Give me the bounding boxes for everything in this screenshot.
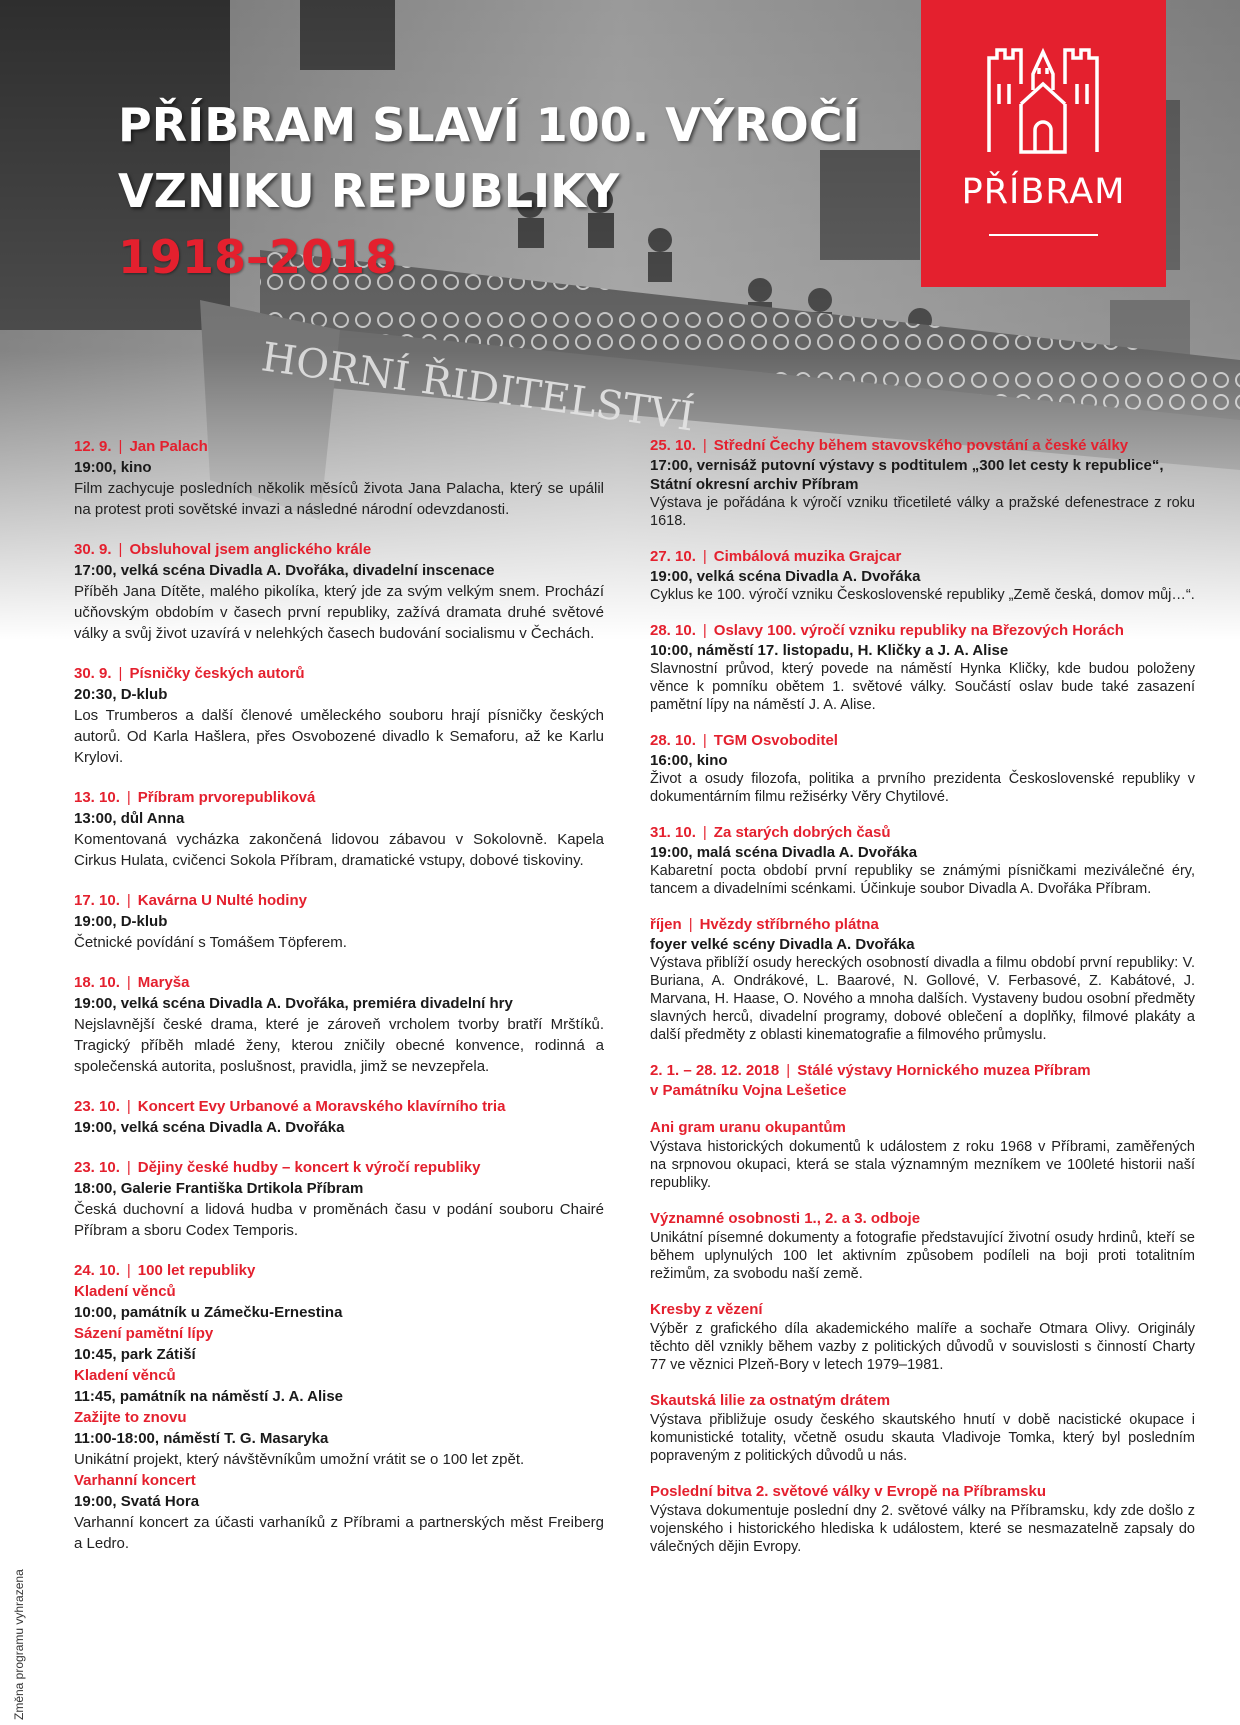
exhibition-title: Poslední bitva 2. světové války v Evropě na Příbramsku: [650, 1483, 1047, 1500]
title-years: 1918–2018: [118, 230, 398, 284]
event-title-2: v Památníku Vojna Lešetice: [650, 1082, 847, 1099]
event-item: [650, 823, 1195, 898]
event-separator: |: [126, 1098, 131, 1115]
event-title: TGM Osvoboditel: [713, 732, 838, 749]
exhibition-item: [650, 1209, 1195, 1283]
exhibition-title: Ani gram uranu okupantům: [650, 1119, 846, 1136]
event-separator: |: [126, 1262, 131, 1279]
event-time-place: 11:45, památník na náměstí J. A. Alise: [74, 1388, 344, 1405]
event-description: Komentovaná vycházka zakončená lidovou zábavou v Sokolovně. Kapela Cirkus Hulata, cvičenci Sokola Příbram, dramatické vstupy, dobové tiskoviny.: [74, 831, 604, 869]
sub-event-title: Zažijte to znovu: [74, 1409, 187, 1426]
exhibition-description: Výstava přibližuje osudy českého skautského hnutí v době nacistické okupace i komunistické totality, včetně osudu skauta Vladivoje Tomka, který byl posledním popraveným z politických důvodů u nás.: [650, 1412, 1195, 1464]
event-header: [74, 539, 604, 560]
event-date: 23. 10.: [74, 1159, 120, 1176]
event-title: Hvězdy stříbrného plátna: [699, 916, 879, 933]
event-description: Příběh Jana Dítěte, malého pikolíka, který jde za svým velkým snem. Prochází učňovským obdobím v časech první republiky, zažívá dramata druhé světové války a svůj život uzavírá v nelehkých časech budování socialismu v Čechách.: [74, 583, 604, 642]
event-title: Střední Čechy během stavovského povstání a české války: [713, 437, 1129, 454]
title-line-2: VZNIKU REPUBLIKY: [118, 164, 620, 218]
event-item: [74, 972, 604, 1077]
republic-day-block: [74, 1260, 604, 1554]
event-separator: |: [126, 789, 131, 806]
side-note: Změna programu vyhrazena: [12, 1569, 26, 1720]
event-description: Slavnostní průvod, který povede na náměstí Hynka Kličky, kde budou položeny věnce k pomníku obětem 1. světové války. Součástí oslav bude také zasazení pamětní lípy na náměstí J. A. Alise.: [650, 661, 1195, 713]
event-description: Cyklus ke 100. výročí vzniku Československé republiky „Země česká, domov můj…“.: [650, 587, 1195, 603]
event-date: 30. 9.: [74, 665, 112, 682]
event-item: [74, 539, 604, 644]
event-date: 27. 10.: [650, 548, 696, 565]
event-time-place: foyer velké scény Divadla A. Dvořáka: [650, 936, 915, 953]
event-time-place: 17:00, vernisáž putovní výstavy s podtitulem „300 let cesty k republice“, Státní okresní archiv Příbram: [650, 457, 1164, 493]
pribram-logo: [921, 0, 1166, 287]
event-header: [74, 787, 604, 808]
event-item: [650, 547, 1195, 604]
event-date: 13. 10.: [74, 789, 120, 806]
event-item: [74, 1157, 604, 1241]
event-title: Dějiny české hudby – koncert k výročí republiky: [137, 1159, 481, 1176]
event-header: [650, 436, 1195, 456]
event-header: [650, 731, 1195, 751]
event-header: [74, 890, 604, 911]
exhibition-title: Skautská lilie za ostnatým drátem: [650, 1392, 891, 1409]
right-column: [650, 436, 1195, 1573]
event-time-place: 19:00, velká scéna Divadla A. Dvořáka: [74, 1119, 345, 1136]
event-description: Život a osudy filozofa, politika a prvního prezidenta Československé republiky v dokumentárním filmu režisérky Věry Chytilové.: [650, 771, 1195, 805]
event-description: Kabaretní pocta období první republiky se známými písničkami meziválečné éry, tancem a divadelními scénkami. Účinkuje soubor Divadla A. Dvořáka Příbram.: [650, 863, 1195, 897]
event-date: 25. 10.: [650, 437, 696, 454]
event-item: [74, 787, 604, 871]
exhibition-description: Výstava historických dokumentů k událostem z roku 1968 v Příbrami, zaměřených na srpnovou okupaci, která se stala významným mezníkem ve 100leté historii naší republiky.: [650, 1139, 1195, 1191]
event-title: Kavárna U Nulté hodiny: [137, 892, 307, 909]
event-date: 24. 10.: [74, 1262, 120, 1279]
event-time-place: 18:00, Galerie Františka Drtikola Příbram: [74, 1180, 364, 1197]
event-description: Česká duchovní a lidová hudba v proměnách času v podání souboru Chairé Příbram a sboru Codex Temporis.: [74, 1201, 604, 1239]
event-separator: |: [118, 541, 123, 558]
exhibition-title: Kresby z vězení: [650, 1301, 763, 1318]
castle-church-icon: [983, 44, 1103, 156]
event-separator: |: [118, 665, 123, 682]
sub-event-title: Sázení pamětní lípy: [74, 1325, 214, 1342]
event-title: Za starých dobrých časů: [713, 824, 891, 841]
event-description: Nejslavnější české drama, které je zároveň vrcholem tvorby bratří Mrštíků. Tragický příběh mladé ženy, kterou zničily obecné konvence, rodinná a společenská autorita, poslušnost, pravidla, jimž se nevzepřela.: [74, 1016, 604, 1075]
event-description: Varhanní koncert za účasti varhaníků z Příbrami a partnerských měst Freiberg a Ledro.: [74, 1514, 604, 1552]
sub-event-title: Varhanní koncert: [74, 1472, 196, 1489]
event-date: říjen: [650, 916, 682, 933]
event-separator: |: [688, 916, 693, 933]
event-item: [74, 890, 604, 953]
event-item: [74, 1096, 604, 1138]
logo-text: PŘÍBRAM: [961, 172, 1126, 212]
event-description: Los Trumberos a další členové uměleckého souboru hrají písničky českých autorů. Od Karla Hašlera, přes Osvobozené divadlo k Semaforu, až ke Karlu Krylovi.: [74, 707, 604, 766]
event-title: Koncert Evy Urbanové a Moravského klavírního tria: [137, 1098, 506, 1115]
event-header: [74, 1157, 604, 1178]
event-time-place: 20:30, D-klub: [74, 686, 168, 703]
event-header: [74, 972, 604, 993]
event-header: [74, 1096, 604, 1117]
event-date: 30. 9.: [74, 541, 112, 558]
event-separator: |: [126, 892, 131, 909]
event-title: Jan Palach: [129, 438, 208, 455]
exhibition-item: [650, 1391, 1195, 1465]
event-title: Obsluhoval jsem anglického krále: [129, 541, 372, 558]
event-item: [650, 915, 1195, 1044]
event-separator: |: [126, 1159, 131, 1176]
event-time-place: 17:00, velká scéna Divadla A. Dvořáka, divadelní inscenace: [74, 562, 495, 579]
event-date: 31. 10.: [650, 824, 696, 841]
title-line-1: PŘÍBRAM SLAVÍ 100. VÝROČÍ: [118, 98, 860, 152]
event-title: 100 let republiky: [137, 1262, 256, 1279]
event-title: Oslavy 100. výročí vzniku republiky na Březových Horách: [713, 622, 1124, 639]
sub-event-title: Kladení věnců: [74, 1283, 176, 1300]
event-title: Cimbálová muzika Grajcar: [713, 548, 902, 565]
exhibition-description: Výstava dokumentuje poslední dny 2. světové války na Příbramsku, kdy zde došlo z vojenského i historického hlediska k událostem, které se nesmazatelně zapsaly do válečných dějin Evropy.: [650, 1503, 1195, 1555]
event-separator: |: [702, 622, 707, 639]
event-separator: |: [118, 438, 123, 455]
event-title: Písničky českých autorů: [129, 665, 305, 682]
event-separator: |: [702, 437, 707, 454]
event-time-place: 11:00-18:00, náměstí T. G. Masaryka: [74, 1430, 329, 1447]
event-time-place: 19:00, velká scéna Divadla A. Dvořáka: [650, 568, 921, 585]
event-title: Stálé výstavy Hornického muzea Příbram: [797, 1062, 1091, 1079]
event-separator: |: [786, 1062, 791, 1079]
event-time-place: 19:00, D-klub: [74, 913, 168, 930]
event-header: [74, 1260, 604, 1281]
event-time-place: 19:00, Svatá Hora: [74, 1493, 200, 1510]
event-description: Výstava je pořádána k výročí vzniku třicetileté války a pražské defenestrace z roku 1618.: [650, 495, 1195, 529]
event-time-place: 19:00, velká scéna Divadla A. Dvořáka, premiéra divadelní hry: [74, 995, 513, 1012]
event-date: 2. 1. – 28. 12. 2018: [650, 1062, 780, 1079]
event-time-place: 10:00, náměstí 17. listopadu, H. Kličky a J. A. Alise: [650, 642, 1009, 659]
event-separator: |: [702, 732, 707, 749]
event-item: [74, 436, 604, 520]
event-separator: |: [702, 548, 707, 565]
sub-event-title: Kladení věnců: [74, 1367, 176, 1384]
event-separator: |: [702, 824, 707, 841]
event-date: 23. 10.: [74, 1098, 120, 1115]
event-date: 28. 10.: [650, 622, 696, 639]
event-title: Příbram prvorepubliková: [137, 789, 316, 806]
event-header: [650, 915, 1195, 935]
event-header: [650, 823, 1195, 843]
event-header: [650, 621, 1195, 641]
event-item: [650, 731, 1195, 806]
exhibition-item: [650, 1300, 1195, 1374]
event-header: [74, 663, 604, 684]
event-time-place: 19:00, kino: [74, 459, 152, 476]
event-item: [74, 663, 604, 768]
exhibition-item: [650, 1118, 1195, 1192]
event-title: Maryša: [137, 974, 190, 991]
exhibition-title: Významné osobnosti 1., 2. a 3. odboje: [650, 1210, 921, 1227]
page-title: [118, 92, 860, 290]
event-time-place: 16:00, kino: [650, 752, 728, 769]
event-time-place: 10:45, park Zátiší: [74, 1346, 196, 1363]
exhibition-item: [650, 1482, 1195, 1556]
event-time-place: 13:00, důl Anna: [74, 810, 185, 827]
event-header: [650, 547, 1195, 567]
event-header: [74, 436, 604, 457]
event-date: 28. 10.: [650, 732, 696, 749]
logo-divider: [989, 234, 1098, 236]
event-time-place: 10:00, památník u Zámečku-Ernestina: [74, 1304, 343, 1321]
event-separator: |: [126, 974, 131, 991]
event-header: [650, 1061, 1195, 1081]
event-time-place: 19:00, malá scéna Divadla A. Dvořáka: [650, 844, 918, 861]
event-date: 12. 9.: [74, 438, 112, 455]
museum-block: [650, 1061, 1195, 1101]
event-date: 18. 10.: [74, 974, 120, 991]
event-description: Unikátní projekt, který návštěvníkům umožní vrátit se o 100 let zpět.: [74, 1451, 525, 1468]
exhibition-description: Unikátní písemné dokumenty a fotografie představující životní osudy hrdinů, kteří se během uplynulých 100 let aktivním způsobem podíleli na boji proti totalitním režimům, za svobodu naší země.: [650, 1230, 1195, 1282]
event-description: Film zachycuje posledních několik měsíců života Jana Palacha, který se upálil na protest proti sovětské invazi a následné národní odevzdanosti.: [74, 480, 604, 518]
event-description: Výstava přiblíží osudy hereckých osobností divadla a filmu období první republiky: V. Buriana, A. Ondrákové, L. Baarové, N. Gollové, V. Ferbasové, Z. Kabátové, J. Marvana, H. Haase, O. Nového a mnoha dalších. Vystaveny budou osobní předměty slavných herců, divadelní programy, dobové oblečení a doplňky, filmové plakáty a další předměty z oblasti kinematografie a filmového průmyslu.: [650, 955, 1195, 1043]
event-item: [650, 436, 1195, 530]
event-date: 17. 10.: [74, 892, 120, 909]
left-column: [74, 436, 604, 1573]
event-description: Četnické povídání s Tomášem Töpferem.: [74, 934, 347, 951]
event-item: [650, 621, 1195, 714]
exhibition-description: Výběr z grafického díla akademického malíře a sochaře Otmara Olivy. Originály těchto děl vznikly během vazby z politických důvodů v souvislosti s činností Charty 77 ve věznici Plzeň-Bory v letech 1979–1981.: [650, 1321, 1195, 1373]
